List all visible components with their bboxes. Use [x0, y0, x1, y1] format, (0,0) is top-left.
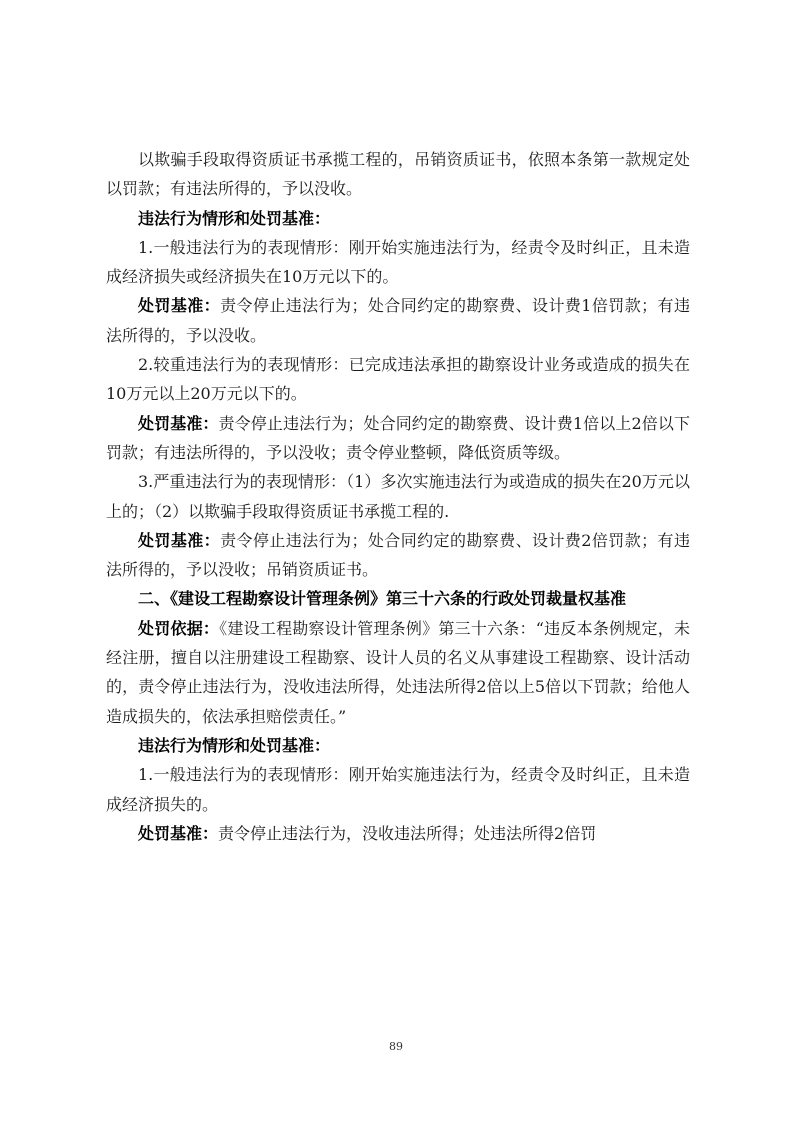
penalty-text: 责令停止违法行为；处合同约定的勘察费、设计费1倍罚款；有违法所得的，予以没收。 [106, 296, 690, 345]
basis-label: 处罚依据： [138, 618, 220, 638]
paragraph-penalty-standard-2 [106, 409, 690, 468]
paragraph-general-violation-2: 1.一般违法行为的表现情形：刚开始实施违法行为，经责令及时纠正，且未造成经济损失的。 [106, 765, 690, 814]
paragraph-penalty-basis [106, 614, 690, 731]
document-body [106, 145, 690, 848]
paragraph-penalty-standard-4 [106, 819, 690, 848]
heading-violation-criteria: 违法行为情形和处罚基准： [138, 208, 331, 228]
penalty-label: 处罚基准： [138, 413, 219, 433]
paragraph-severe-violation: 3.严重违法行为的表现情形：（1）多次实施违法行为或造成的损失在20万元以上的；（2）以欺骗手段取得资质证书承揽工程的. [106, 472, 690, 521]
paragraph-fine-clause: 以欺骗手段取得资质证书承揽工程的，吊销资质证书，依照本条第一款规定处以罚款；有违法所得的，予以没收。 [106, 150, 690, 199]
paragraph-serious-violation: 2.较重违法行为的表现情形：已完成违法承担的勘察设计业务或造成的损失在10万元以上20万元以下的。 [106, 355, 690, 404]
penalty-label: 处罚基准： [138, 296, 221, 316]
penalty-text: 责令停止违法行为；处合同约定的勘察费、设计费2倍罚款；有违法所得的，予以没收；吊销资质证书。 [106, 530, 690, 580]
paragraph-general-violation: 1.一般违法行为的表现情形：刚开始实施违法行为，经责令及时纠正，且未造成经济损失或经济损失在10万元以下的。 [106, 237, 690, 287]
penalty-text: 责令停止违法行为，没收违法所得；处违法所得2倍罚 [218, 823, 597, 843]
paragraph-penalty-standard-3 [106, 526, 690, 585]
heading-violation-criteria-2: 违法行为情形和处罚基准： [138, 735, 331, 755]
penalty-label: 处罚基准： [138, 823, 219, 843]
paragraph-penalty-standard-1 [106, 291, 690, 350]
penalty-label: 处罚基准： [138, 530, 221, 550]
section-heading-article-36: 二、《建设工程勘察设计管理条例》第三十六条的行政处罚裁量权基准 [138, 589, 627, 609]
page-number: 89 [389, 1040, 403, 1053]
penalty-text: 责令停止违法行为；处合同约定的勘察费、设计费1倍以上2倍以下罚款；有违法所得的，予以没收；责令停业整顿，降低资质等级。 [106, 413, 690, 462]
basis-text: 《建设工程勘察设计管理条例》第三十六条：“违反本条例规定，未经注册，擅自以注册建设工程勘察、设计人员的名义从事建设工程勘察、设计活动的，责令停止违法行为，没收违法所得，处违法所得2倍以上5倍以下罚款；给他人造成损失的，依法承担赔偿责任。” [106, 618, 690, 726]
